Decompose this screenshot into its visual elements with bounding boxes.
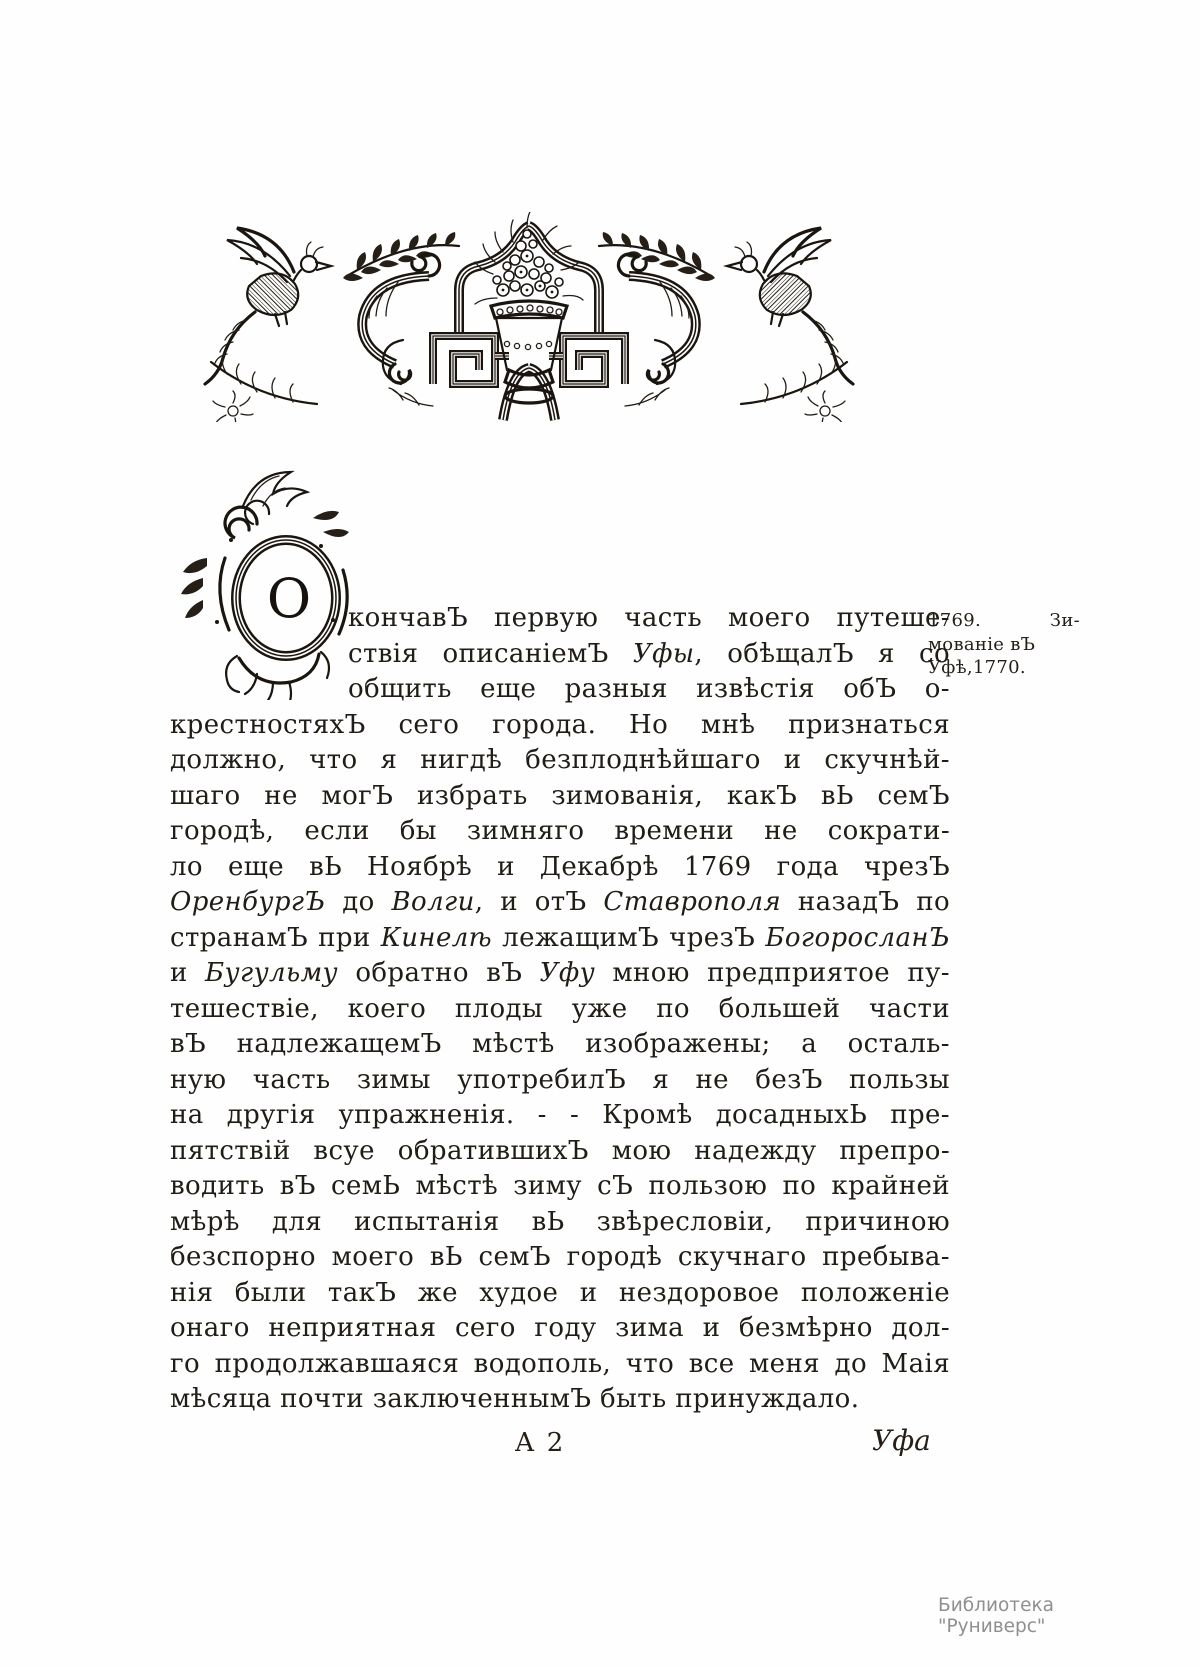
text-segment: , и отЪ [474,887,604,917]
text-segment: онаго неприятная сего году зима и безмѣрно дол- [170,1313,950,1343]
text-segment: должно, что я нигдѣ безплоднѣйшаго и скучнѣй- [170,745,950,775]
italic-text-segment: БогоросланЪ [765,922,950,953]
text-segment: кончавЪ первую часть моего путеше- [348,603,950,633]
text-segment: пятствій всуе обратившихЪ мою надежду препро- [170,1135,950,1166]
text-line [170,1063,950,1099]
text-segment: до [325,887,392,917]
text-line [170,1098,950,1134]
text-line [348,637,950,673]
text-line [170,814,950,850]
text-segment: мѣрѣ для испытанія вЬ звѣресловіи, причиною [170,1206,950,1237]
text-segment: ную часть зимы употребилЪ я не безЪ пользы [170,1064,950,1095]
text-segment: и [170,958,206,988]
signature-mark: А 2 [514,1428,566,1458]
text-line [170,850,950,886]
text-segment: мною предприятое пу- [595,958,950,988]
catchword: Уфа [872,1424,931,1457]
text-segment: безспорно моего вЬ семЪ городѣ скучнаго пребыва- [170,1242,950,1272]
margin-note-line: Уфѣ,1770. [928,657,1026,678]
text-line [170,1311,950,1347]
text-segment: нія были такЪ же худое и нездоровое положеніе [170,1277,950,1308]
text-line [170,885,950,921]
text-line [348,601,950,637]
text-segment: назадЪ по [781,887,950,917]
text-segment: на другія упражненія. - - Кромѣ досадныхЬ пре- [170,1100,950,1130]
text-segment: го продолжавшаяся водополь, что все меня до Маія [170,1348,950,1379]
text-segment: обратно вЪ [338,958,540,988]
margin-note [928,609,1080,680]
italic-text-segment: Волги [391,887,475,917]
text-line [170,1205,950,1241]
margin-note-line: мованіе вЪ [928,633,1036,655]
text-line [170,992,950,1028]
italic-text-segment: Бугульму [205,958,339,988]
drop-cap-letter: О [266,567,312,630]
italic-text-segment: ОренбургЪ [170,887,326,917]
text-segment: , обѣщалЪ я со [694,638,950,669]
library-watermark: Библиотека "Руниверс" [938,1595,1054,1637]
text-line [170,1347,950,1383]
text-line [170,956,950,992]
text-segment: шаго не могЪ избрать зимованія, какЪ вЬ семЪ [170,780,950,811]
text-line [170,1027,950,1063]
text-segment: ло еще вЬ Ноябрѣ и Декабрѣ 1769 года чрезЪ [170,851,950,882]
body-lines [170,601,950,1418]
text-segment: странамЪ при [170,922,381,953]
text-line [170,708,950,744]
text-segment: вЪ надлежащемЪ мѣстѣ изображены; а осталь- [170,1029,950,1059]
italic-text-segment: Ставрополя [603,887,782,917]
headpiece-engraving [197,212,861,422]
text-line [170,1240,950,1276]
text-line [170,921,950,957]
text-line [170,1169,950,1205]
text-segment: городѣ, если бы зимняго времени не сократи- [170,816,950,846]
italic-text-segment: Уфы [632,638,695,669]
text-segment: тешествіе, коего плоды уже по большей части [170,993,950,1024]
text-segment: лежащимЪ чрезЪ [492,922,766,953]
italic-text-segment: Кинелѣ [380,922,493,953]
italic-text-segment: Уфу [539,958,596,988]
text-line [170,1382,950,1418]
text-segment: ствія описаніемЪ [348,638,633,669]
text-line [170,779,950,815]
text-line [170,1134,950,1170]
text-line [170,1276,950,1312]
text-segment: общить еще разныя извѣстія обЪ о- [348,674,950,704]
margin-note-line: 1769. Зи- [928,610,1080,631]
text-segment: мѣсяца почти заключеннымЪ быть принуждало. [170,1384,860,1414]
text-segment: водить вЪ семЬ мѣстѣ зиму сЪ пользою по крайней [170,1171,950,1201]
text-line [170,743,950,779]
text-line [348,672,950,708]
text-segment: крестностяхЪ сего города. Но мнѣ признаться [170,709,950,740]
